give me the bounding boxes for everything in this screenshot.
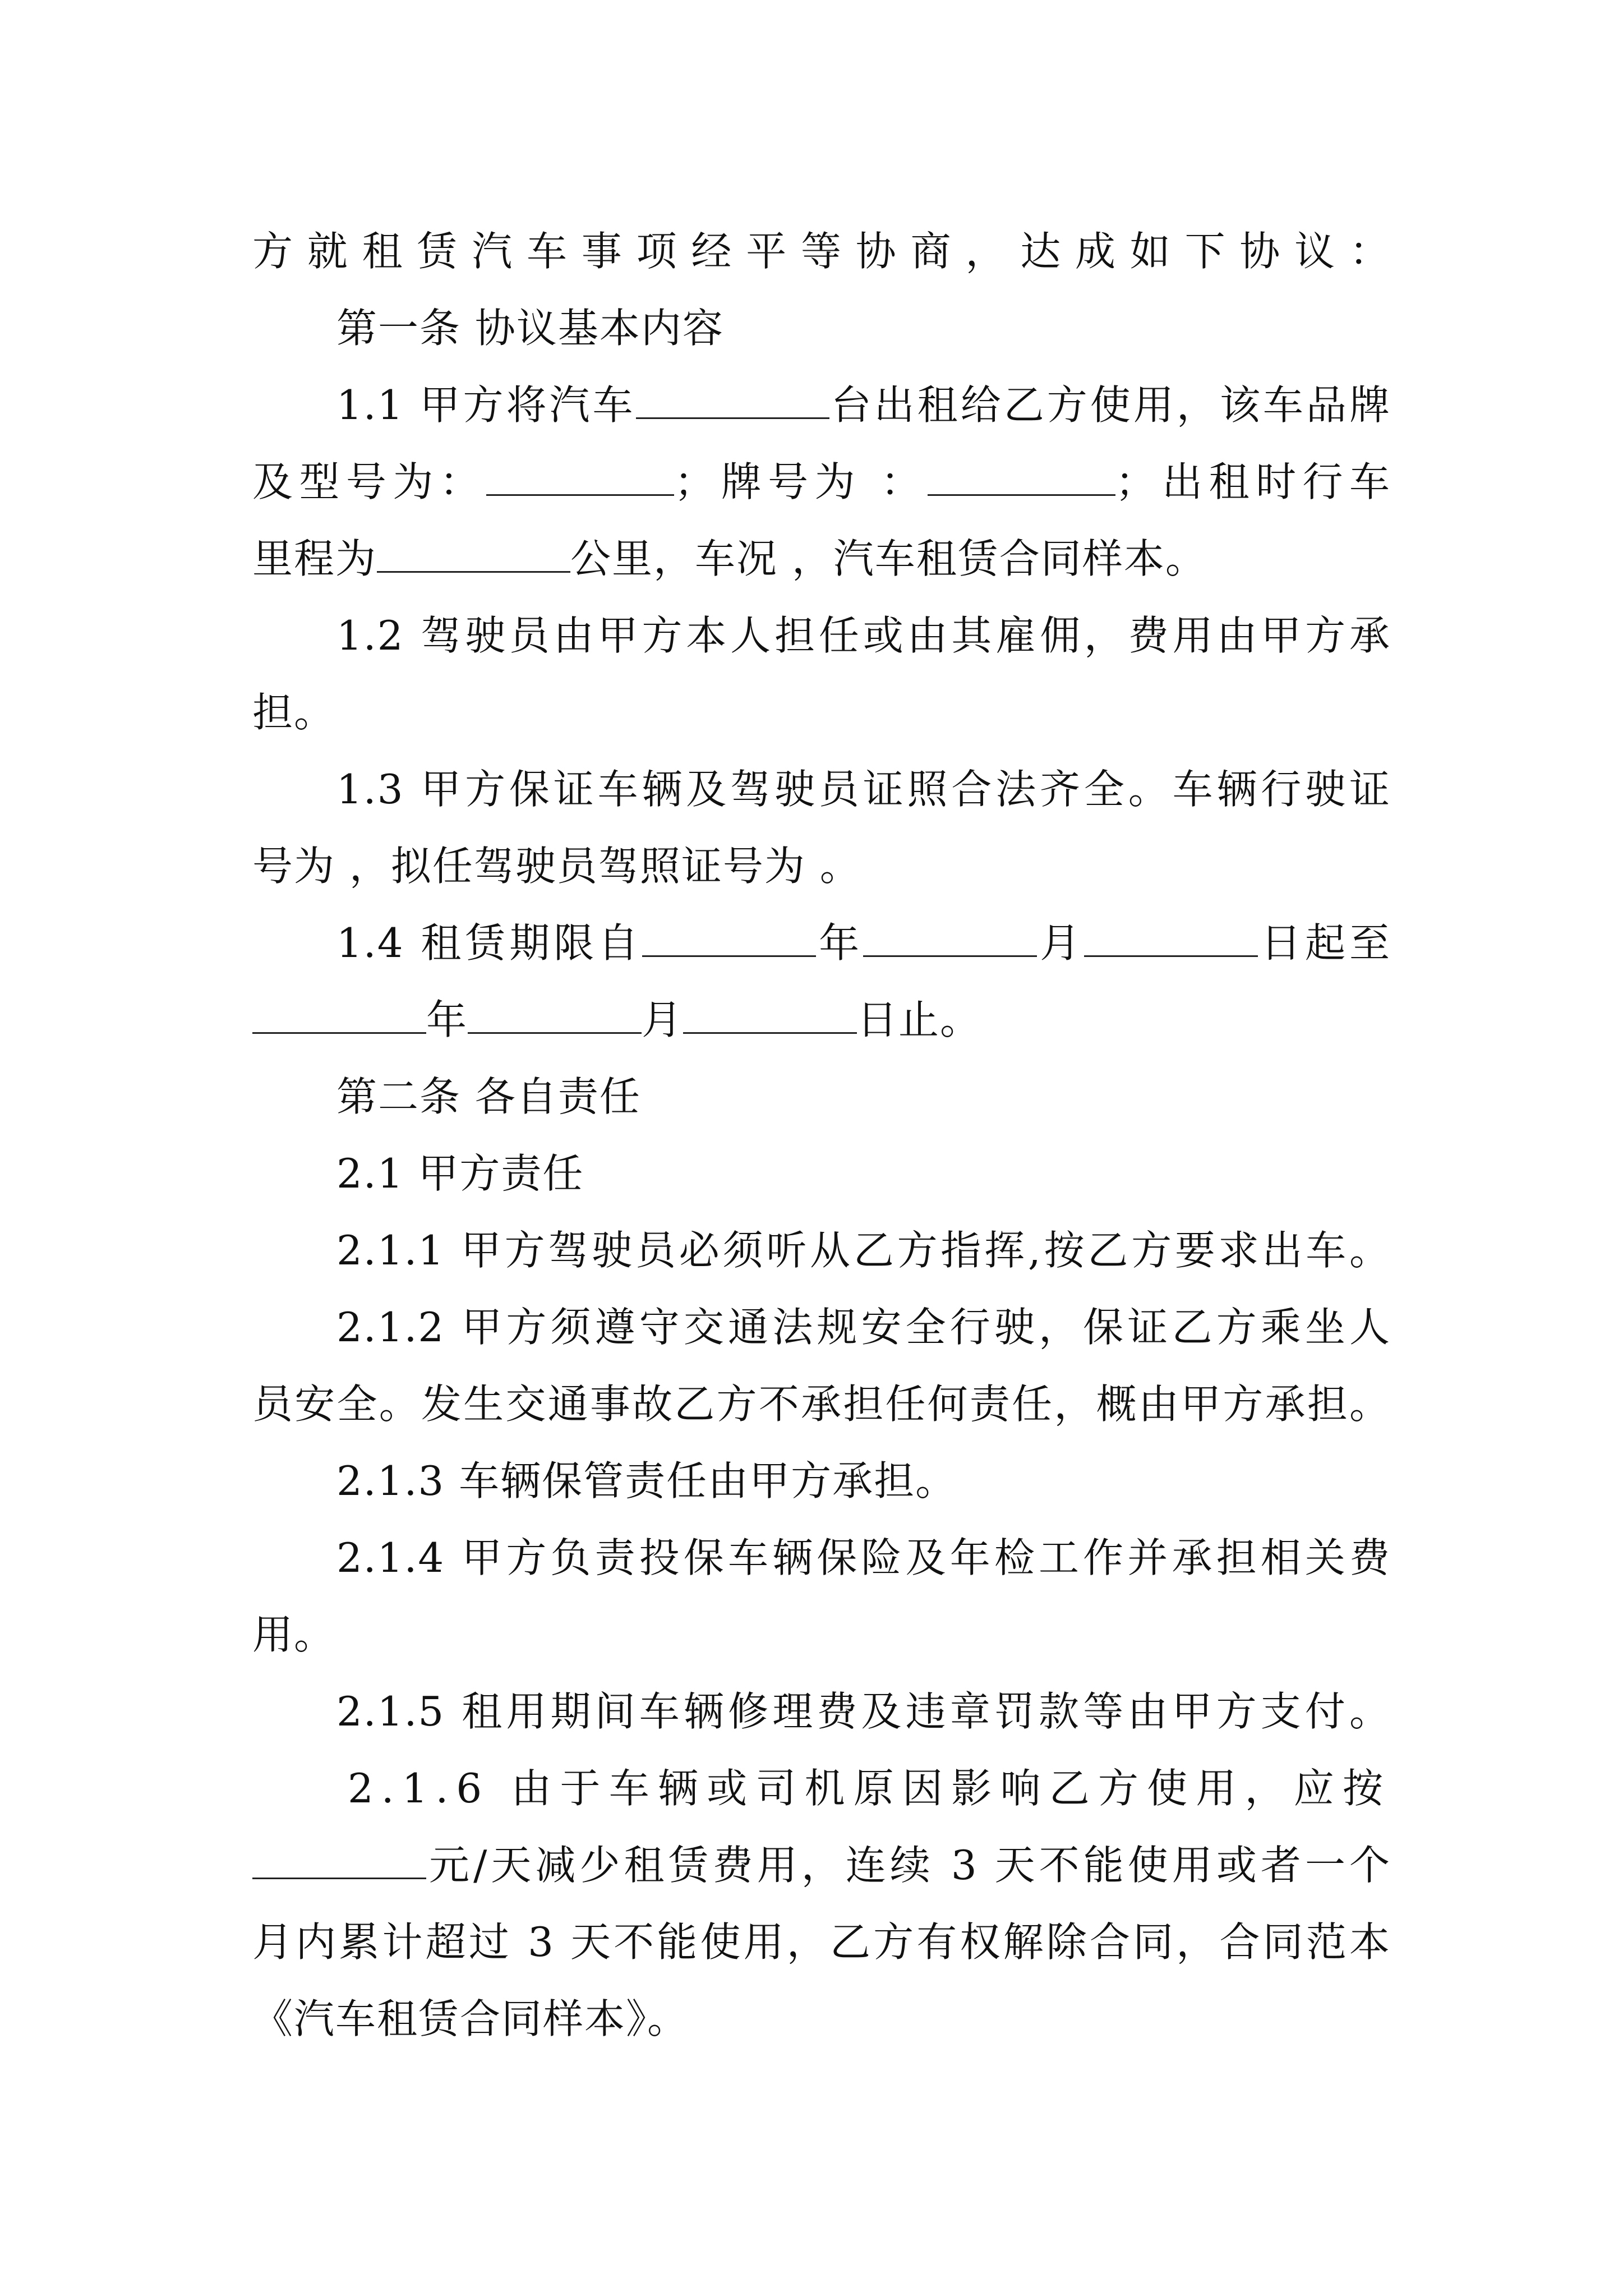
line-text: 月 (642, 996, 684, 1043)
line-text: 2.1.4 甲方负责投保车辆保险及年检工作并承担相关费 (336, 1534, 1391, 1581)
fill-blank[interactable] (683, 999, 857, 1034)
text-line (252, 213, 1391, 290)
line-text: 元/天减少租赁费用，连续 3 天不能使用或者一个 (426, 1842, 1391, 1889)
fill-blank[interactable] (486, 461, 674, 496)
line-text: 2.1 甲方责任 (336, 1150, 584, 1197)
section-heading (252, 290, 1391, 367)
line-text: 公里，车况 ，汽车租赁合同样本。 (570, 535, 1207, 582)
line-text: 用。 (252, 1611, 336, 1658)
line-text: 2.1.2 甲方须遵守交通法规安全行驶，保证乙方乘坐人 (336, 1304, 1391, 1351)
text-line (252, 1673, 1391, 1750)
text-line (252, 367, 1391, 444)
line-text: 1.1 甲方将汽车 (336, 381, 636, 429)
line-text: 月 (1037, 919, 1085, 967)
line-text: 年 (816, 919, 864, 967)
fill-blank[interactable] (252, 999, 426, 1034)
line-text: 1.4 租赁期限自 (336, 919, 643, 967)
text-line (252, 1596, 1391, 1673)
line-text: 2.1.5 租用期间车辆修理费及违章罚款等由甲方支付。 (336, 1688, 1391, 1735)
text-line (252, 982, 1391, 1059)
line-text: 2.1.6 由于车辆或司机原因影响乙方使用，应按 (348, 1765, 1391, 1812)
text-line (252, 905, 1391, 982)
line-text: 担。 (252, 689, 336, 736)
line-text: 1.3 甲方保证车辆及驾驶员证照合法齐全。车辆行驶证 (336, 766, 1391, 813)
line-text: 里程为 (252, 535, 377, 582)
line-text: 方就租赁汽车事项经平等协商，达成如下协议： (252, 228, 1391, 275)
text-line (252, 751, 1391, 828)
line-text: 第二条 各自责任 (336, 1073, 641, 1120)
text-line (252, 1904, 1391, 1981)
line-text: 1.2 驾驶员由甲方本人担任或由其雇佣，费用由甲方承 (336, 612, 1391, 659)
text-line (252, 1750, 1391, 1827)
line-text: ；出租时行车 (1115, 458, 1391, 505)
text-line (252, 444, 1391, 521)
text-line (252, 1289, 1391, 1366)
text-line (252, 521, 1391, 597)
fill-blank[interactable] (252, 1844, 426, 1879)
document-page (252, 213, 1391, 2058)
fill-blank[interactable] (1084, 922, 1258, 957)
fill-blank[interactable] (636, 384, 829, 419)
fill-blank[interactable] (928, 461, 1115, 496)
text-line (252, 1366, 1391, 1443)
line-text: 台出租给乙方使用，该车品牌 (829, 381, 1391, 429)
text-line (252, 674, 1391, 751)
fill-blank[interactable] (863, 922, 1037, 957)
line-text: 日止。 (857, 996, 982, 1043)
section-heading (252, 1059, 1391, 1135)
line-text: 员安全。发生交通事故乙方不承担任何责任，概由甲方承担。 (252, 1381, 1391, 1428)
fill-blank[interactable] (377, 537, 570, 573)
line-text: 日起至 (1258, 919, 1391, 967)
line-text: 年 (426, 996, 468, 1043)
text-line (252, 1981, 1391, 2058)
line-text: 号为 ，拟任驾驶员驾照证号为 。 (252, 843, 861, 890)
subsection-heading (252, 1135, 1391, 1212)
fill-blank[interactable] (642, 922, 816, 957)
fill-blank[interactable] (468, 999, 642, 1034)
text-line (252, 1520, 1391, 1596)
line-text: 2.1.1 甲方驾驶员必须听从乙方指挥,按乙方要求出车。 (336, 1227, 1391, 1274)
text-line (252, 828, 1391, 905)
line-text: 2.1.3 车辆保管责任由甲方承担。 (336, 1457, 957, 1504)
line-text: 《汽车租赁合同样本》。 (252, 1995, 689, 2042)
text-line (252, 1212, 1391, 1289)
line-text: 第一条 协议基本内容 (336, 305, 724, 352)
text-line (252, 597, 1391, 674)
text-line (252, 1443, 1391, 1520)
line-text: 月内累计超过 3 天不能使用，乙方有权解除合同，合同范本 (252, 1918, 1391, 1966)
line-text: 及型号为： (252, 458, 487, 505)
line-text: ；牌号为 ： (674, 458, 928, 505)
text-line (252, 1827, 1391, 1904)
